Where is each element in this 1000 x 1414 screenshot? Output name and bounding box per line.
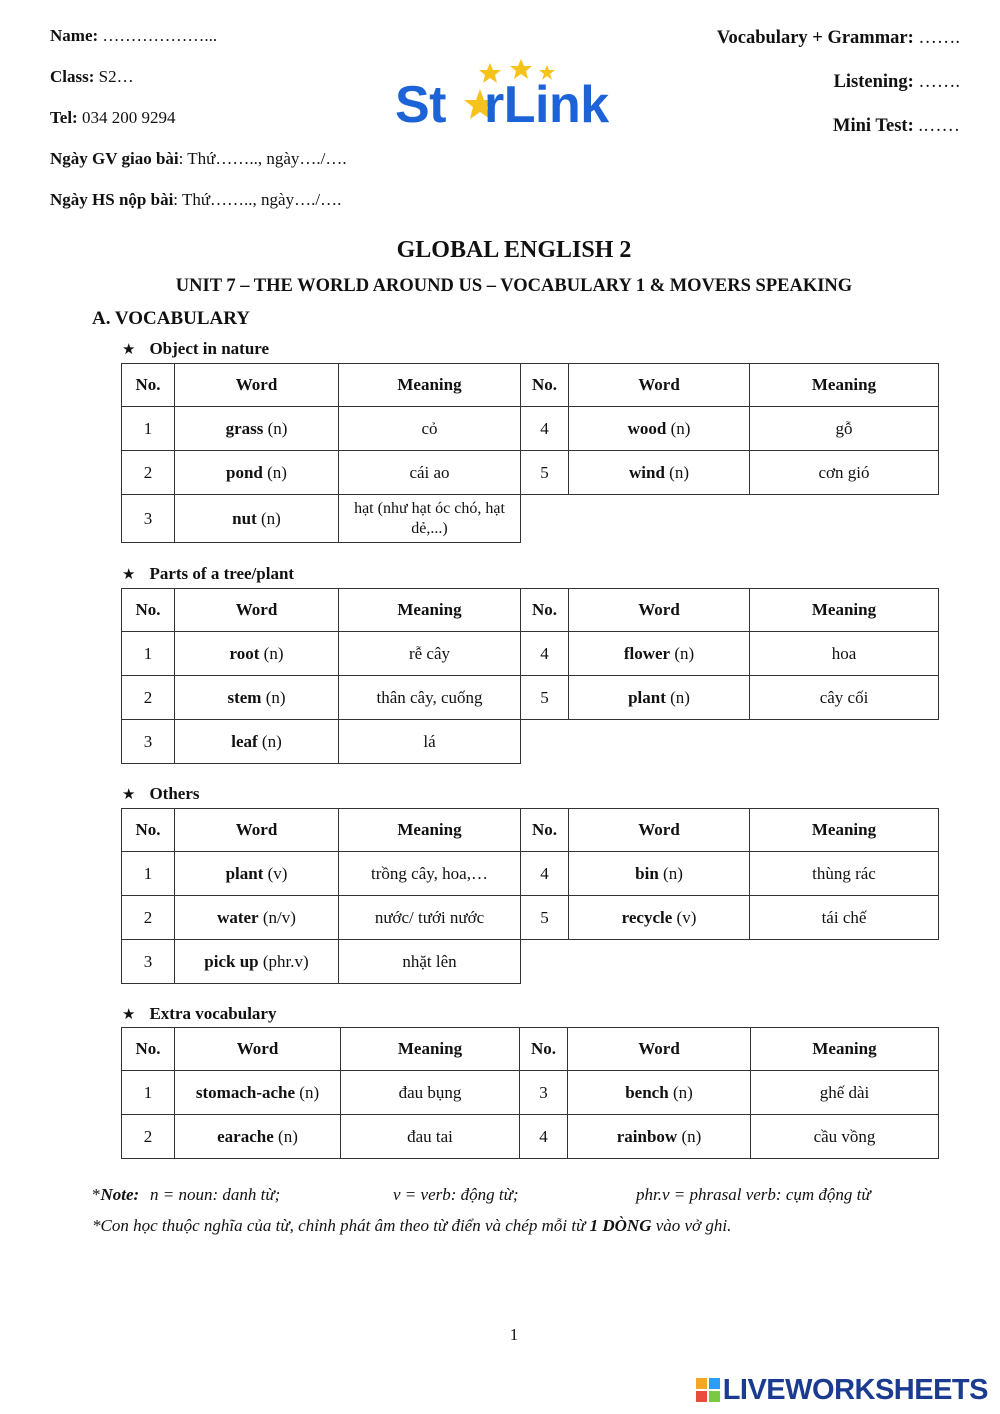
table-cell [569,720,750,764]
column-header: No. [521,364,569,407]
table-cell: grass (n) [175,407,339,451]
table-cell: 5 [521,451,569,495]
starlink-logo: St rLink [395,55,645,140]
column-header: Word [569,589,750,632]
table-cell: nhặt lên [339,940,521,984]
table-cell: stomach-ache (n) [175,1071,341,1115]
page-title: GLOBAL ENGLISH 2 [396,237,632,263]
table-cell: 5 [521,896,569,940]
group-heading: ★ Extra vocabulary [122,1004,277,1023]
column-header: Word [569,364,750,407]
table-cell: cỏ [339,407,521,451]
section-a-heading: A. VOCABULARY [92,308,251,329]
table-cell: plant (n) [569,676,750,720]
column-header: Meaning [751,1028,939,1071]
vocab-table-nature [121,363,939,543]
table-cell: nut (n) [175,495,339,543]
table-cell: 3 [122,940,175,984]
table-cell: thân cây, cuống [339,676,521,720]
table-row [122,720,939,764]
table-cell: 2 [122,1115,175,1159]
table-cell: plant (v) [175,852,339,896]
table-cell: 4 [521,407,569,451]
table-cell: pick up (phr.v) [175,940,339,984]
column-header: Word [175,809,339,852]
table-cell: hạt (như hạt óc chó, hạt dẻ,...) [339,495,521,543]
listening-score: Listening: ……. [833,72,960,92]
mini-test-score: Mini Test: .…… [833,116,960,136]
table-cell [569,940,750,984]
table-cell: 1 [122,632,175,676]
column-header: Meaning [750,809,939,852]
column-header: No. [122,1028,175,1071]
table-cell: 2 [122,676,175,720]
column-header: No. [122,364,175,407]
column-header: Meaning [341,1028,520,1071]
table-cell: đau tai [341,1115,520,1159]
column-header: Word [175,1028,341,1071]
table-cell: 3 [520,1071,568,1115]
table-cell: 5 [521,676,569,720]
table-cell: cơn gió [750,451,939,495]
table-row [122,495,939,543]
table-cell: root (n) [175,632,339,676]
table-cell: cầu vồng [751,1115,939,1159]
assign-date-line: Ngày GV giao bài: Thứ…….., ngày…./…. [50,149,347,168]
column-header: Meaning [750,364,939,407]
table-cell: trồng cây, hoa,… [339,852,521,896]
table-cell: 3 [122,495,175,543]
note-line: *Note: [92,1185,140,1204]
liveworksheets-mark-icon [696,1378,720,1402]
column-header: Meaning [339,589,521,632]
table-cell [569,495,750,543]
star-bullet-icon: ★ [122,567,136,583]
column-header: No. [122,809,175,852]
note-noun: n = noun: danh từ; [150,1185,281,1204]
table-cell [750,720,939,764]
table-row [122,451,939,495]
column-header: No. [520,1028,568,1071]
column-header: Word [175,364,339,407]
table-cell: gỗ [750,407,939,451]
table-header-row [122,1028,939,1071]
table-cell: hoa [750,632,939,676]
star-bullet-icon: ★ [122,1007,136,1023]
table-cell: 2 [122,896,175,940]
column-header: Word [568,1028,751,1071]
table-cell: 1 [122,1071,175,1115]
star-bullet-icon: ★ [122,787,136,803]
submit-date-line: Ngày HS nộp bài: Thứ…….., ngày…./…. [50,190,342,209]
table-cell: recycle (v) [569,896,750,940]
vocab-grammar-score: Vocabulary + Grammar: ……. [716,28,960,48]
table-row [122,632,939,676]
star-bullet-icon: ★ [122,342,136,358]
column-header: Word [175,589,339,632]
table-cell: 1 [122,852,175,896]
instruction-line: *Con học thuộc nghĩa của từ, chỉnh phát âm theo từ điển và chép mỗi từ 1 DÒNG vào vở ghi. [92,1216,732,1235]
table-cell [521,940,569,984]
column-header: No. [521,809,569,852]
table-header-row [122,589,939,632]
page-number: 1 [509,1325,519,1344]
table-cell: bench (n) [568,1071,751,1115]
table-row [122,940,939,984]
table-cell: pond (n) [175,451,339,495]
note-verb: v = verb: động từ; [393,1185,519,1204]
table-cell: 3 [122,720,175,764]
table-row [122,676,939,720]
table-cell: rễ cây [339,632,521,676]
table-cell: stem (n) [175,676,339,720]
table-cell: bin (n) [569,852,750,896]
table-cell: nước/ tưới nước [339,896,521,940]
group-heading: ★ Parts of a tree/plant [122,564,295,583]
liveworksheets-logo: LIVEWORKSHEETS [696,1375,988,1405]
table-row [122,1115,939,1159]
table-cell: tái chế [750,896,939,940]
table-cell: ghế dài [751,1071,939,1115]
column-header: No. [122,589,175,632]
table-cell [521,720,569,764]
note-phrasal: phr.v = phrasal verb: cụm động từ [636,1185,871,1204]
table-cell: leaf (n) [175,720,339,764]
table-cell: flower (n) [569,632,750,676]
table-cell: 4 [520,1115,568,1159]
table-cell [750,940,939,984]
table-cell: 1 [122,407,175,451]
vocab-table-tree-parts [121,588,939,764]
table-cell: rainbow (n) [568,1115,751,1159]
column-header: No. [521,589,569,632]
table-cell [521,495,569,543]
class-line: Class: S2… [50,67,134,86]
table-row [122,896,939,940]
table-row [122,1071,939,1115]
group-heading: ★ Others [122,784,200,803]
column-header: Meaning [339,364,521,407]
table-cell: lá [339,720,521,764]
column-header: Word [569,809,750,852]
table-cell: wind (n) [569,451,750,495]
table-cell: 4 [521,852,569,896]
table-cell: wood (n) [569,407,750,451]
table-cell: 4 [521,632,569,676]
table-cell [750,495,939,543]
table-cell: đau bụng [341,1071,520,1115]
tel-line: Tel: 034 200 9294 [50,108,176,127]
table-cell: 2 [122,451,175,495]
table-row [122,407,939,451]
vocab-table-extra [121,1027,939,1159]
column-header: Meaning [750,589,939,632]
vocab-table-others [121,808,939,984]
group-heading: ★ Object in nature [122,339,270,358]
table-cell: cái ao [339,451,521,495]
table-cell: earache (n) [175,1115,341,1159]
table-cell: water (n/v) [175,896,339,940]
table-cell: cây cối [750,676,939,720]
table-cell: thùng rác [750,852,939,896]
column-header: Meaning [339,809,521,852]
table-header-row [122,364,939,407]
unit-subtitle: UNIT 7 – THE WORLD AROUND US – VOCABULARY 1 & MOVERS SPEAKING [175,276,853,296]
name-line: Name: ………………... [50,26,218,45]
table-row [122,852,939,896]
table-header-row [122,809,939,852]
